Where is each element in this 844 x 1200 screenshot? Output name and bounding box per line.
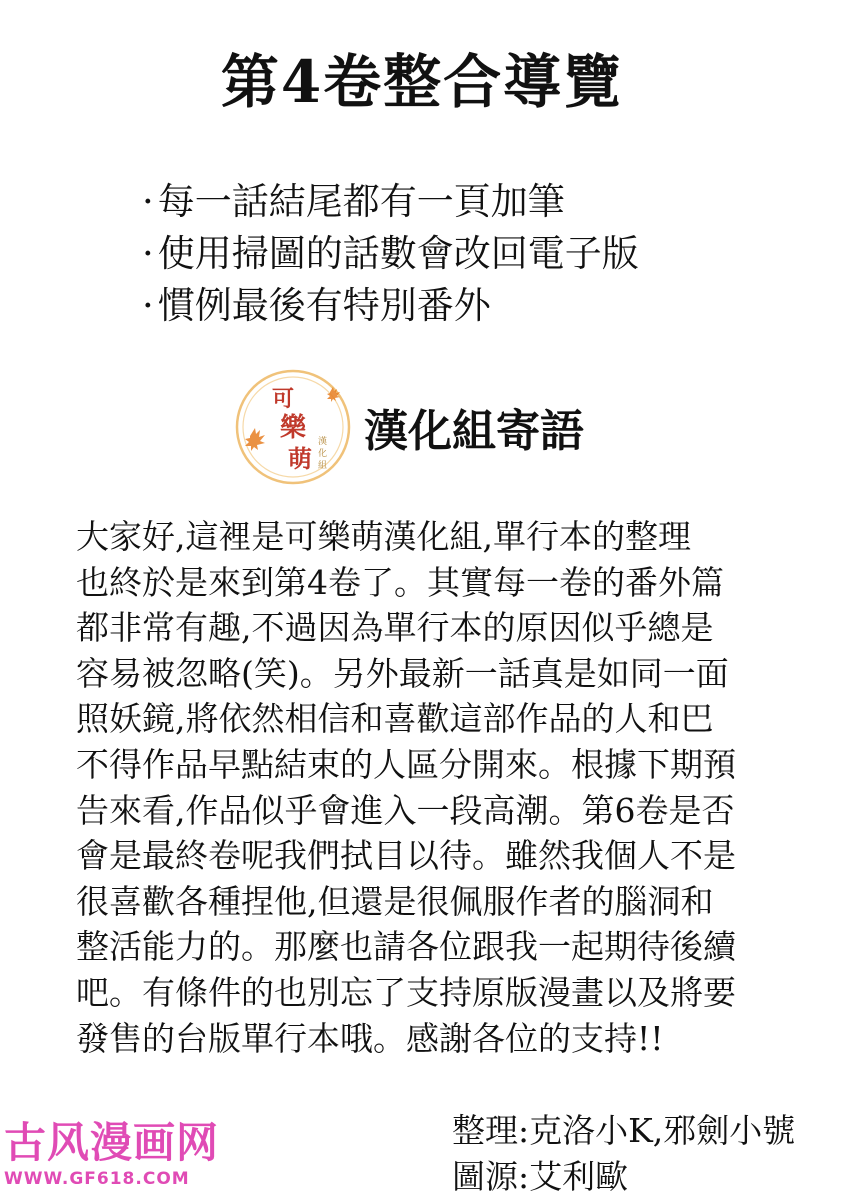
note-item: · 使用掃圖的話數會改回電子版: [142, 228, 639, 280]
message-line: 整活能力的。那麼也請各位跟我一起期待後續: [76, 927, 736, 967]
credit-source: 圖源:艾利歐: [452, 1157, 629, 1196]
message-line: 告來看,作品似乎會進入一段高潮。第6卷是否: [76, 790, 735, 830]
note-item: · 慣例最後有特別番外: [142, 280, 639, 332]
message-line: 大家好,這裡是可樂萌漢化組,單行本的整理: [76, 517, 691, 556]
logo-char: 可: [272, 386, 295, 412]
message-line: 容易被忽略(笑)。另外最新一話真是如同一面: [76, 653, 729, 693]
note-item: · 每一話結尾都有一頁加筆: [142, 176, 639, 228]
section-heading: 漢化組寄語: [364, 406, 584, 457]
credit-editor: 整理:克洛小K,邪劍小號: [452, 1111, 796, 1150]
logo-subtext: 漢: [318, 437, 328, 447]
logo-subtext: 化: [318, 449, 328, 459]
message-line: 照妖鏡,將依然相信和喜歡這部作品的人和巴: [76, 699, 714, 739]
group-logo: [232, 366, 354, 488]
site-watermark: [4, 1118, 220, 1190]
message-line: 也終於是來到第4卷了。其實每一卷的番外篇: [76, 562, 724, 602]
message-line: 會是最終卷呢我們拭目以待。雖然我個人不是: [76, 836, 736, 876]
logo-char: 樂: [280, 413, 307, 443]
message-line: 很喜歡各種捏他,但還是很佩服作者的腦洞和: [76, 881, 714, 921]
maple-leaf-icon: [327, 387, 340, 402]
message-line: 發售的台版單行本哦。感謝各位的支持!!: [76, 1018, 664, 1058]
credits: [452, 1108, 795, 1200]
message-line: 吧。有條件的也別忘了支持原版漫畫以及將要: [76, 972, 736, 1012]
message-line: 不得作品早點結束的人區分開來。根據下期預: [76, 744, 736, 784]
message-line: 都非常有趣,不過因為單行本的原因似乎總是: [76, 608, 714, 648]
logo-subtext: 組: [318, 461, 328, 471]
notes-list: [142, 176, 639, 332]
group-message: [76, 514, 736, 1061]
watermark-url: WWW.GF618.COM: [4, 1169, 190, 1189]
page-title: 第4卷整合導覽: [220, 48, 624, 116]
watermark-name: 古风漫画网: [4, 1118, 220, 1167]
logo-char: 萌: [288, 444, 312, 473]
